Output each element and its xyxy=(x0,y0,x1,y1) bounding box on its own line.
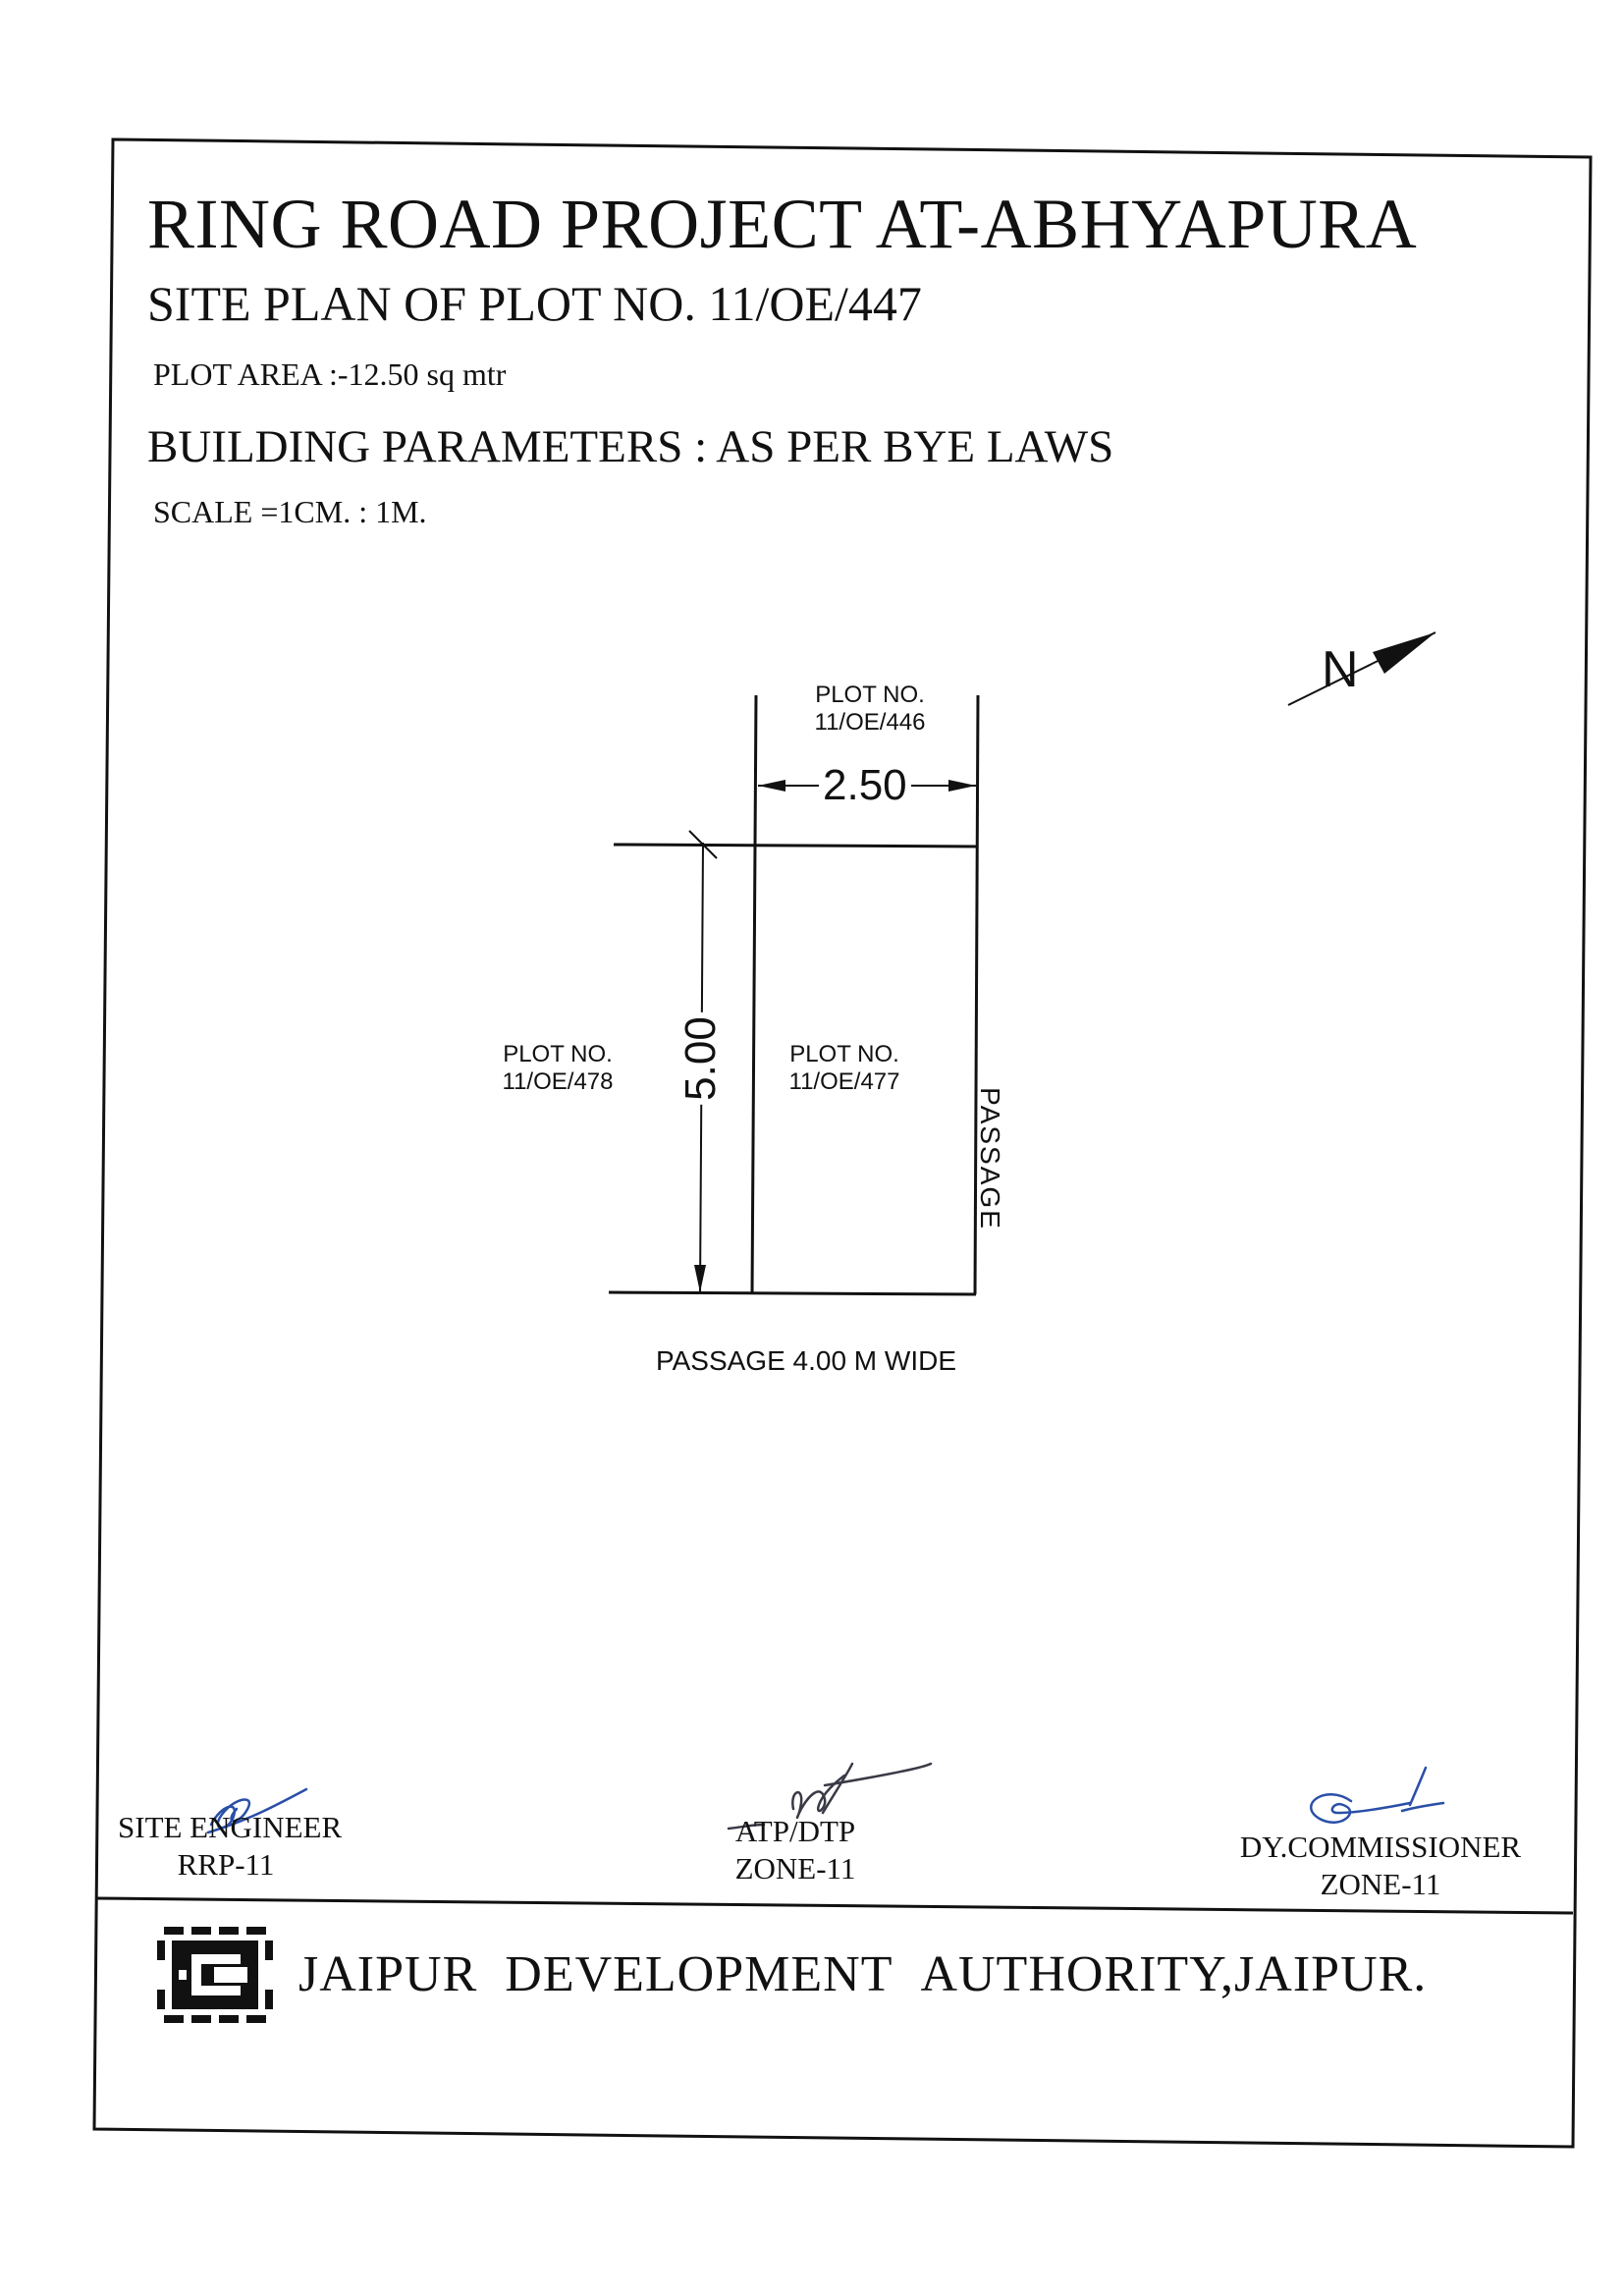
plot-label-subject xyxy=(776,1041,913,1095)
plot-label-north xyxy=(801,682,939,736)
north-label: N xyxy=(1322,641,1359,698)
passage-bottom-label: PASSAGE 4.00 M WIDE xyxy=(656,1345,957,1376)
plot-north-line1: PLOT NO. xyxy=(815,682,925,708)
dy-commissioner-unit: ZONE-11 xyxy=(1320,1866,1441,1901)
organization-word-2: DEVELOPMENT xyxy=(505,1946,893,2002)
plot-west-line2: 11/OE/478 xyxy=(502,1067,614,1095)
scale-line: SCALE =1CM. : 1M. xyxy=(153,494,427,529)
passage-side-label: PASSAGE xyxy=(975,1087,1005,1230)
north-arrow xyxy=(1288,632,1435,705)
width-arrow-left xyxy=(758,780,785,792)
plot-area-line: PLOT AREA :-12.50 sq mtr xyxy=(153,356,507,392)
organization-name xyxy=(298,1946,1428,2002)
site-engineer-unit: RRP-11 xyxy=(177,1846,275,1882)
dy-commissioner-signature xyxy=(1311,1768,1443,1823)
width-dimension-label: 2.50 xyxy=(819,764,911,807)
site-engineer-title: SITE ENGINEER xyxy=(118,1810,343,1844)
atp-dtp-unit: ZONE-11 xyxy=(734,1850,856,1886)
building-parameters-line: BUILDING PARAMETERS : AS PER BYE LAWS xyxy=(147,421,1114,472)
organization-word-1: JAIPUR xyxy=(298,1946,478,2002)
plot-subject-line1: PLOT NO. xyxy=(789,1041,899,1067)
plot-left-boundary xyxy=(752,695,756,1294)
organization-word-3: AUTHORITY,JAIPUR. xyxy=(920,1946,1428,2002)
depth-arrow-bottom xyxy=(694,1265,706,1292)
plot-subject-line2: 11/OE/477 xyxy=(788,1067,900,1095)
plot-top-boundary xyxy=(614,845,978,847)
depth-dimension-label: 5.00 xyxy=(679,1012,723,1105)
project-title: RING ROAD PROJECT AT-ABHYAPURA xyxy=(147,185,1418,263)
atp-dtp-title: ATP/DTP xyxy=(734,1814,856,1848)
plot-west-line1: PLOT NO. xyxy=(503,1041,613,1067)
plot-bottom-boundary xyxy=(609,1292,976,1294)
jda-logo xyxy=(157,1927,273,2023)
width-arrow-right xyxy=(948,780,976,792)
atp-dtp-block xyxy=(707,1813,884,1887)
plot-north-line2: 11/OE/446 xyxy=(814,708,926,736)
dy-commissioner-title: DY.COMMISSIONER xyxy=(1239,1830,1522,1864)
site-plan-subtitle: SITE PLAN OF PLOT NO. 11/OE/447 xyxy=(147,276,922,331)
plot-label-west xyxy=(489,1041,626,1095)
site-engineer-block xyxy=(118,1809,343,1884)
dy-commissioner-block xyxy=(1233,1829,1528,1903)
